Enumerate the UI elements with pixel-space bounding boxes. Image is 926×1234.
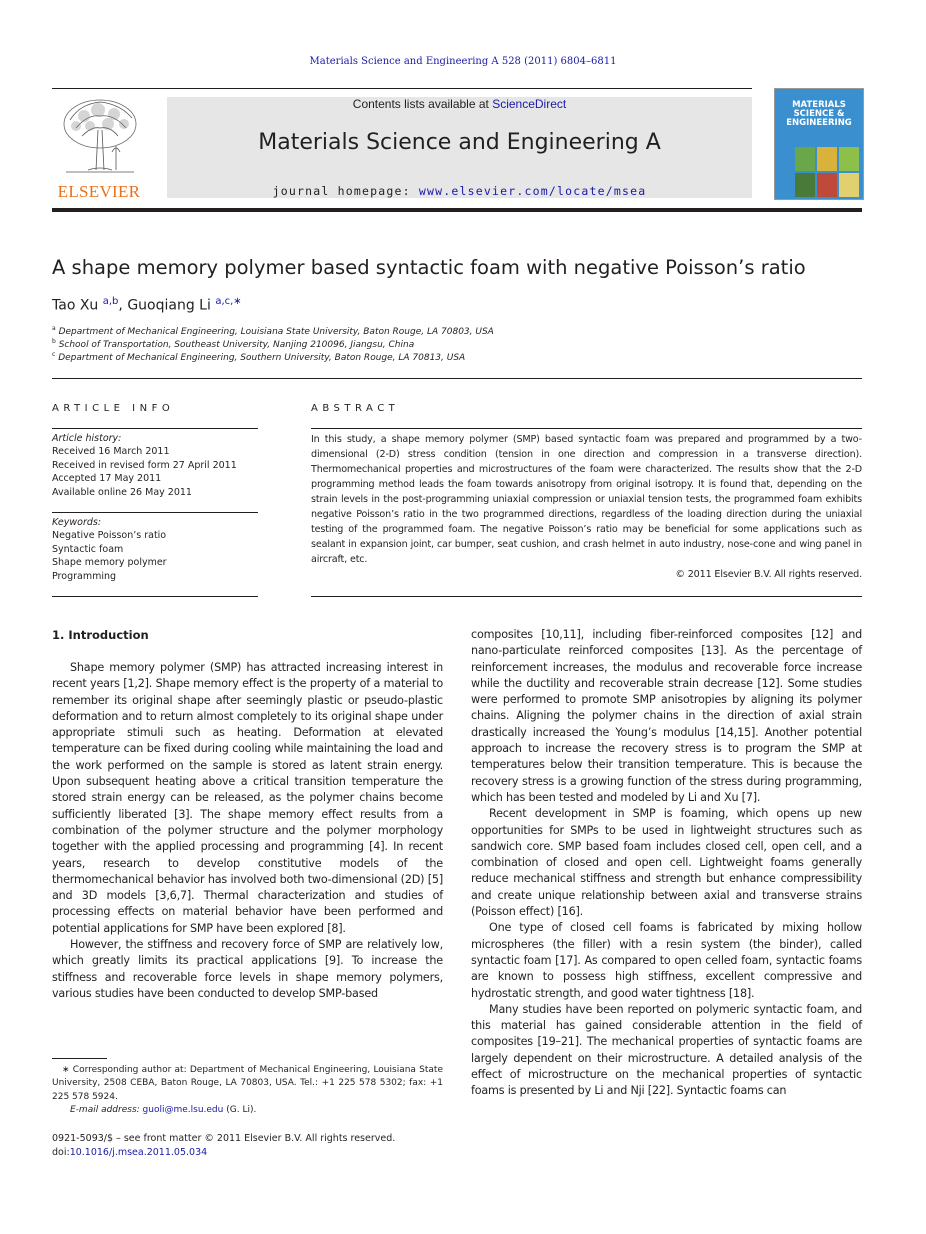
affiliation-a: $^a$ Department of Mechanical Engineering, Louisiana State University, Baton Rouge, LA 70803, USA: [52, 325, 494, 337]
abstract-text: In this study, a shape memory polymer (SMP) based syntactic foam was prepared and programmed by a two-dimensional (2-D) stress condition (tension in one direction and compression in a transverse direction). Thermomechanical properties and microstructures of the foam were characterized. The results show that the 2-D programming method leads the foam towards anisotropy from original isotropy. It is found that, depending on the strain levels in the post-programming uniaxial compression or uniaxial tension tests, the programmed foam exhibits negative Poisson’s ratio in the two programmed directions, regardless of the loading direction during the uniaxial testing of the programmed foam. The negative Poisson’s ratio may be beneficial for some applications such as sealant in expansion joint, car bumper, seat cushion, and crash helmet in auto industry, nose-cone and wing panel in aircraft, etc.: [311, 434, 862, 565]
email-label: E-mail address:: [70, 1104, 140, 1115]
author-2[interactable]: Guoqiang Li: [127, 297, 211, 314]
article-info-rule: [52, 428, 258, 429]
footnote: [52, 1064, 443, 1117]
keyword-item: Syntactic foam: [52, 543, 124, 555]
abstract-top-rule: [311, 428, 862, 429]
homepage-link[interactable]: www.elsevier.com/locate/msea: [418, 184, 647, 198]
paragraph: Many studies have been reported on polymeric syntactic foam, and this material has gained considerable attention in the field of composites [19–21]. The mechanical properties of syntactic foams are largely dependent on their microstructure. A detailed analysis of the effect of microstructure on the mechanical properties of syntactic foams is presented by Li and Nji [22]. Syntactic foams can: [471, 1002, 862, 1098]
author-1-affil-mark[interactable]: a,b: [102, 296, 119, 307]
affiliation-c: $^c$ Department of Mechanical Engineering, Southern University, Baton Rouge, LA 70813, USA: [52, 351, 466, 363]
elsevier-logo: ELSEVIER: [57, 182, 141, 201]
issn-line: 0921-5093/$ – see front matter © 2011 Elsevier B.V. All rights reserved.: [52, 1133, 396, 1144]
author-1[interactable]: Tao Xu: [52, 297, 99, 314]
sciencedirect-link[interactable]: ScienceDirect: [492, 97, 567, 111]
keywords-label: Keywords:: [52, 517, 102, 528]
journal-citation[interactable]: Materials Science and Engineering A 528 (2011) 6804–6811: [309, 56, 617, 67]
email-link[interactable]: guoli@me.lsu.edu: [142, 1104, 224, 1115]
paragraph: One type of closed cell foams is fabricated by mixing hollow microspheres (the filler) with a resin system (the binder), called syntactic foam [17]. As compared to open celled foam, syntactic foams are known to possess high stiffness, excellent compressive and hydrostatic strength, and good water tightness [18].: [471, 921, 862, 1000]
header-rule: [52, 88, 752, 89]
doi-link[interactable]: 10.1016/j.msea.2011.05.034: [69, 1146, 208, 1158]
doi-label: doi:: [52, 1146, 70, 1158]
article-info-heading: ARTICLE INFO: [52, 403, 175, 414]
history-revised: Received in revised form 27 April 2011: [52, 459, 237, 471]
body-right-column: [471, 627, 862, 1100]
history-accepted: Accepted 17 May 2011: [52, 473, 162, 485]
keyword-item: Programming: [52, 570, 117, 582]
abstract-bottom-rule: [311, 596, 862, 597]
article-history: [52, 432, 258, 499]
keywords: [52, 516, 258, 583]
authors: Tao Xu $^{a,b}$, Guoqiang Li $^{a,c,∗}$: [52, 296, 242, 314]
corresponding-author-note: ∗ Corresponding author at: Department of Mechanical Engineering, Louisiana State University, 2508 CEBA, Baton Rouge, LA 70803, USA. Tel.: +1 225 578 5302; fax: +1 225 578 5924.: [52, 1065, 443, 1102]
abstract: [311, 432, 862, 582]
footnote-rule: [52, 1058, 107, 1059]
cover-image-icon: [795, 147, 859, 197]
body-left-column: [52, 660, 443, 1002]
article-title: A shape memory polymer based syntactic foam with negative Poisson’s ratio: [52, 256, 806, 279]
contents-line: [167, 97, 752, 111]
email-suffix: (G. Li).: [226, 1104, 257, 1115]
paragraph: Recent development in SMP is foaming, which opens up new opportunities for SMPs to be used in lightweight structures such as sandwich core. SMP based foam includes closed cell, open cell, and a combination of closed and open cell. Lightweight foams generally reduce mechanical stiffness and strength but enhance compressibility and create unique relationship between axial and transverse strains (Poisson effect) [16].: [471, 807, 862, 919]
affiliation-rule: [52, 378, 862, 379]
paragraph: However, the stiffness and recovery force of SMP are relatively low, which greatly limits its practical applications [9]. To increase the stiffness and recoverable force levels in shape memory polymers, various studies have been conducted to develop SMP-based: [52, 938, 443, 1000]
author-2-affil-mark[interactable]: a,c,∗: [215, 296, 242, 307]
paragraph: composites [10,11], including fiber-reinforced composites [12] and nano-particulate reinforced composites [13]. As the percentage of reinforcement increases, the modulus and recoverable force increase while the ductility and recoverable strain decrease [12]. Some studies were performed to promote SMP anisotropies by aligning its polymer chains. Aligning the polymer chains in the direction of axial strain drastically increased the Young’s modulus [14,15]. Another potential approach to increase the recovery stress is to program the SMP at temperatures below their transition temperature. This is because the recovery stress is a growing function of the stress during programming, which has been tested and modeled by Li and Xu [7].: [471, 628, 862, 804]
section-heading-introduction: 1. Introduction: [52, 628, 149, 642]
info-bottom-rule: [52, 596, 258, 597]
doi-line: [52, 1146, 395, 1160]
email-line: [52, 1104, 443, 1117]
keyword-item: Negative Poisson’s ratio: [52, 530, 167, 542]
history-received: Received 16 March 2011: [52, 446, 170, 458]
paragraph: Shape memory polymer (SMP) has attracted increasing interest in recent years [1,2]. Shape memory effect is the property of a material to remember its original shape after seemingly plastic or pseudo-plastic deformation and to return almost completely to its original shape under appropriate stimuli such as heating. Deformation at elevated temperature can be fixed during cooling while maintaining the load and the work performed on the sample is stored as latent strain energy. Upon subsequent heating above a critical transition temperature the stored strain energy can be released, as the polymer chains become sufficiently liberated [3]. The shape memory effect results from a combination of the polymer structure and the polymer morphology together with the applied processing and programming [4]. In recent years, research to develop constitutive models of the thermomechanical behavior has involved both two-dimensional (2D) [5] and 3D models [3,6,7]. Thermal characterization and studies of processing effects on material behavior have been performed and potential applications for SMP have been explored [8].: [52, 661, 443, 935]
journal-title: Materials Science and Engineering A: [258, 130, 661, 155]
affiliation-b: $^b$ School of Transportation, Southeast University, Nanjing 210096, Jiangsu, China: [52, 338, 415, 350]
journal-homepage: [167, 184, 752, 198]
history-label: Article history:: [52, 433, 122, 444]
cover-title: MATERIALS SCIENCE & ENGINEERING: [786, 100, 852, 128]
elsevier-tree-icon: [58, 96, 142, 178]
abstract-heading: ABSTRACT: [311, 403, 400, 414]
history-online: Available online 26 May 2011: [52, 486, 192, 498]
keywords-rule: [52, 512, 258, 513]
journal-cover[interactable]: [774, 88, 864, 200]
homepage-prefix: journal homepage:: [272, 184, 419, 198]
bottom-matter: [52, 1132, 395, 1159]
keyword-item: Shape memory polymer: [52, 557, 167, 569]
header-bottom-rule: [52, 208, 862, 212]
abstract-copyright: © 2011 Elsevier B.V. All rights reserved.: [675, 569, 862, 580]
contents-prefix: Contents lists available at: [352, 97, 493, 111]
